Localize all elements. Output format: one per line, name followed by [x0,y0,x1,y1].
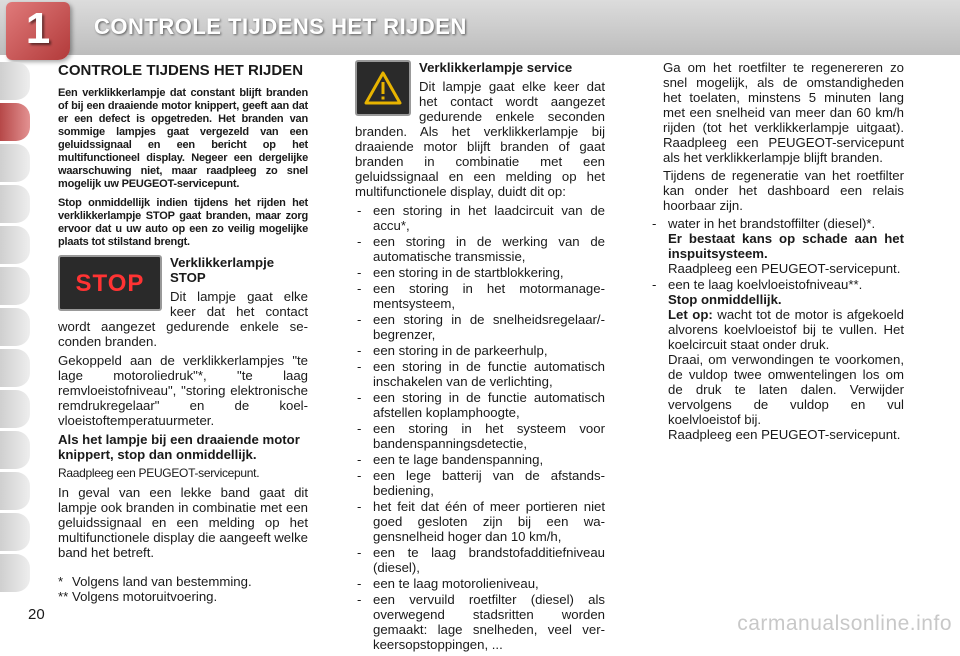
fault-list-continued [650,216,904,442]
side-tab [0,431,30,469]
cap-instructions: Draai, om verwondingen te voorkomen, de vuldop twee omwentelingen los om de druk te laten dalen. Verwijder vervolgens de vuldop en vul koelvloeistof bij. [668,352,904,427]
service-lamp-title: Verklikkerlampje service [419,60,573,75]
coolant-item-text: een te laag koelvloeistofniveau**. [668,277,863,292]
footnote [58,574,308,589]
chapter-number: 1 [25,4,51,53]
list-item: - een storing in het laadcircuit van de accu*, [355,203,605,233]
side-tab [0,226,30,264]
list-item: - het feit dat één of meer portieren niet goed gesloten zijn bij een wagensnelheid hoger dan 10 km/h, [355,499,605,544]
warning-triangle-icon [355,60,411,116]
stop-lamp-block [58,255,308,349]
list-item: - een storing in het systeem voor bandenspanningsdetectie, [355,421,605,451]
stop-warning-bold [58,432,308,462]
list-item: - een storing in de functie automatisch afstellen koplamphoogte, [355,390,605,420]
service-fault-list [355,203,605,652]
side-tab [0,472,30,510]
service-lamp-text: Dit lampje gaat elke keer dat het contact wordt aangezet gedurende enkele seconden branden. Als het verklikkerlampje bij draaiende motor blijft branden of gaat branden in combinatie met een geluidssignaal en een melding op het multifunctionele display, duidt dit op: [355,79,605,199]
list-item: - een te laag motorolieniveau, [355,576,605,591]
column-left [58,60,308,604]
stop-intro-paragraph: Stop onmiddellijk indien tijdens het rijden het verklikkerlampje STOP gaat branden, maar zorg ervoor dat u uw auto op een zo veilig mogelijke plaats tot stilstand brengt. [58,197,308,248]
intro-paragraph: Een verklikkerlampje dat constant blijft branden of bij een draaiende motor knippert, geeft aan dat er een defect is opgetreden. Het branden van sommige lampjes gaat vergezeld van een geluidssignaal en een bericht op het multifunctioneel display. Negeer een dergelijke waarschuwing niet, maar raadpleeg zo snel mogelijk uw PEUGEOT-servicepunt. [58,87,308,190]
caution-label: Let op: [668,307,713,322]
side-tabs [0,62,36,595]
water-item-text: water in het brandstoffilter (diesel)*. [668,216,876,231]
water-damage-warning: Er bestaat kans op schade aan het inspuitsysteem. [668,231,904,261]
stop-icon-label: STOP [75,269,145,297]
footnote-mark: * [58,574,64,589]
list-item: - een storing in de snelheidsregelaar/-begrenzer, [355,312,605,342]
footnote-text: Volgens land van bestemming. [72,574,252,589]
side-tab [0,513,30,551]
section-title: CONTROLE TIJDENS HET RIJDEN [58,62,304,79]
column-middle [355,60,605,656]
stop-lamp-title: Verklikkerlampje STOP [170,255,275,285]
list-item: - een storing in de startblokkering, [355,265,605,280]
water-consult: Raadpleeg een PEUGEOT-servicepunt. [668,261,901,276]
footnote [58,589,308,604]
side-tab [0,267,30,305]
side-tab [0,390,30,428]
stop-warning-icon [58,255,162,311]
relay-text: Tijdens de regeneratie van het roetfilter kan onder het dashboard een relais hoorbaar zijn. [663,168,904,213]
stop-warning-end: . [252,447,257,462]
consult-service: Raadpleeg een PEUGEOT-servicepunt. [58,466,260,480]
regeneration-text: Ga om het roetfilter te regenereren zo snel mogelijk, als de omstandigheden het toelaten, minstens 5 minuten lang met een snelheid van meer dan 60 km/h rijden (tot het verklikkerlampje uitgaat). Raadpleeg een PEUGEOT-servicepunt als het verklikkerlampje blijft branden. [663,60,904,165]
side-tab [0,308,30,346]
side-tab [0,185,30,223]
list-item: - een storing in de functie automatisch inschakelen van de verlichting, [355,359,605,389]
stop-lamp-linked: Gekoppeld aan de verklikkerlampjes "te lage motoroliedruk"*, "te laag remvloeistofniveau", "storing elektronische remdrukregelaar" en de koelvloeistoftemperatuurmeter. [58,353,308,428]
flat-tyre-text: In geval van een lekke band gaat dit lampje ook branden in combinatie met een geluidssignaal en een melding op het multifunctionele display die aangeeft welke band het betreft. [58,485,308,560]
list-item-water [650,216,904,276]
list-item: - een storing in het motormanagementsysteem, [355,281,605,311]
side-tab [0,62,30,100]
list-item: - een storing in de parkeerhulp, [355,343,605,358]
stop-lamp-text: Dit lampje gaat elke keer dat het contact wordt aangezet gedurende enkele seconden branden. [58,289,308,349]
stop-warning-text: Als het lampje bij een draaiende motor knippert, stop dan onmiddellijk [58,432,300,462]
footnote-text: Volgens motoruitvoering. [72,589,218,604]
watermark: carmanualsonline.info [737,612,952,635]
list-item: - een storing in de werking van de automatische transmissie, [355,234,605,264]
list-item: - een te laag brandstofadditiefniveau (diesel), [355,545,605,575]
chapter-title: CONTROLE TIJDENS HET RIJDEN [94,14,467,39]
side-tab [0,554,30,592]
caution-text: wacht tot de motor is afgekoeld alvorens koelvloeistof bij te vullen. Het koelcircuit staat onder druk. [668,307,904,352]
list-item: - een te lage bandenspanning, [355,452,605,467]
chapter-badge [6,2,70,60]
footnote-mark: ** [58,589,69,604]
list-item-coolant [650,277,904,442]
footnotes [58,574,308,604]
side-tab [0,144,30,182]
side-tab-active [0,103,30,141]
column-right [650,60,904,446]
final-consult: Raadpleeg een PEUGEOT-servicepunt. [668,427,901,442]
list-item: - een lege batterij van de afstandsbediening, [355,468,605,498]
side-tab [0,349,30,387]
caution-paragraph [668,307,904,352]
page-number: 20 [28,606,45,623]
service-lamp-block [355,60,605,199]
stop-immediately: Stop onmiddellijk. [668,292,782,307]
list-item: - een vervuild roetfilter (diesel) als overwegend stadsritten worden gemaakt: lage snelheden, veel verkeersopstoppingen, ... [355,592,605,652]
